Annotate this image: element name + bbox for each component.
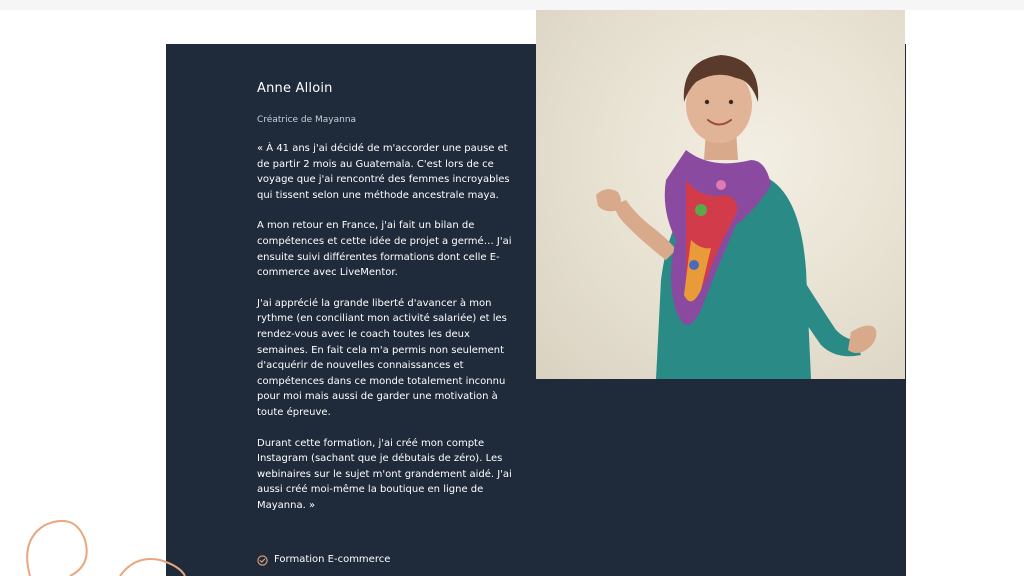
- decorative-swirl: [0, 500, 220, 576]
- testimonial-paragraph: J'ai apprécié la grande liberté d'avancer à mon rythme (en conciliant mon activité salariée) et les rendez-vous avec le coach toutes les deux semaines. En fait cela m'a permis non seulement d'acquérir de nouvelles connaissances et compétences dans ce monde totalement inconnu pour moi mais aussi de garder une motivation à toute épreuve.: [257, 297, 507, 418]
- check-circle-icon: [257, 555, 268, 566]
- course-link-label: Formation E-commerce: [274, 554, 391, 565]
- person-role: Créatrice de Mayanna: [257, 115, 357, 125]
- course-link[interactable]: [257, 553, 390, 567]
- testimonial-paragraph: « À 41 ans j'ai décidé de m'accorder une pause et de partir 2 mois au Guatemala. C'est lors de ce voyage que j'ai rencontré des femmes incroyables qui tissent selon une méthode ancestrale maya.: [257, 143, 510, 201]
- portrait-photo: [536, 10, 905, 379]
- person-name: Anne Alloin: [257, 81, 333, 96]
- testimonial-paragraph: Durant cette formation, j'ai créé mon compte Instagram (sachant que je débutais de zéro). Les webinaires sur le sujet m'ont grandement aidé. J'ai aussi créé moi-même la boutique en ligne de Mayanna. »: [257, 437, 512, 511]
- portrait-illustration: [536, 10, 905, 379]
- testimonial-paragraph: A mon retour en France, j'ai fait un bilan de compétences et cette idée de projet a germé… J'ai ensuite suivi différentes formations dont celle E-commerce avec LiveMentor.: [257, 220, 512, 279]
- page-top-strip: [0, 0, 1024, 10]
- testimonial-text: [257, 80, 519, 513]
